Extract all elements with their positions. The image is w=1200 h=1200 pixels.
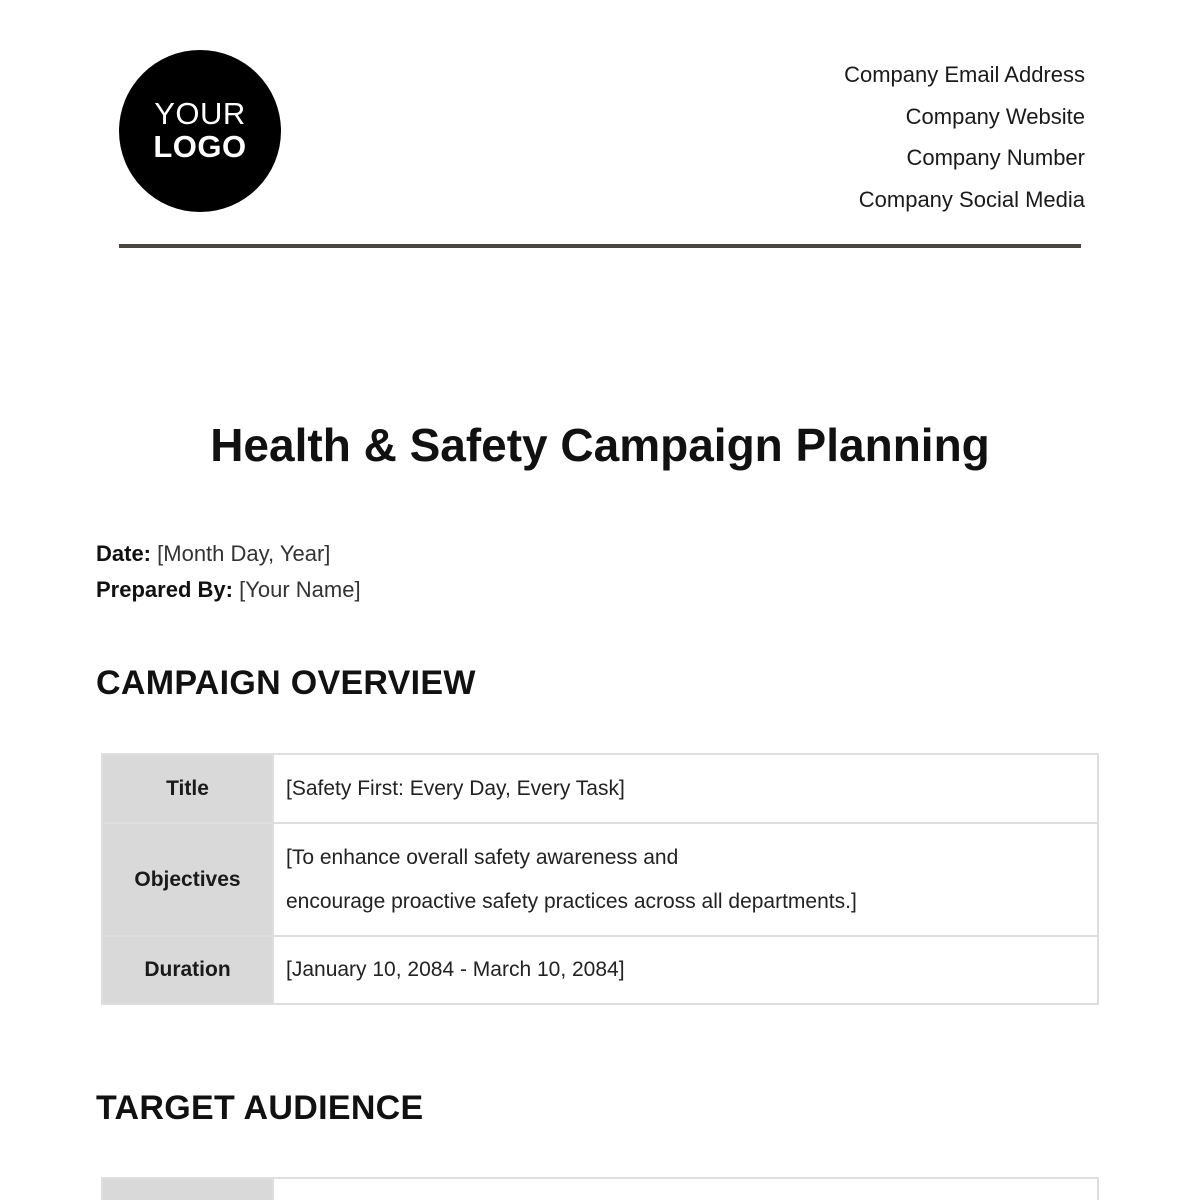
prepared-by-label: Prepared By: xyxy=(96,577,233,602)
row-key-objectives: Objectives xyxy=(102,823,273,936)
date-line xyxy=(96,536,361,572)
company-social-media: Company Social Media xyxy=(858,186,1085,212)
campaign-overview-table xyxy=(101,753,1099,1005)
table-row xyxy=(102,823,1098,936)
target-audience-table xyxy=(101,1177,1099,1200)
table-row xyxy=(102,936,1098,1004)
prepared-by-line xyxy=(96,572,361,608)
company-contact-block xyxy=(844,54,1085,220)
date-value: [Month Day, Year] xyxy=(157,541,331,566)
date-label: Date: xyxy=(96,541,152,566)
logo-text-line2: LOGO xyxy=(153,129,247,164)
document-title: Health & Safety Campaign Planning xyxy=(210,419,990,471)
prepared-by-value: [Your Name] xyxy=(239,577,361,602)
row-key-duration: Duration xyxy=(102,936,273,1004)
logo-text-line1: YOUR xyxy=(154,96,246,132)
row-value-duration: [January 10, 2084 - March 10, 2084] xyxy=(273,936,1098,1004)
target-audience-heading: TARGET AUDIENCE xyxy=(96,1089,424,1127)
company-logo xyxy=(119,50,281,212)
company-email: Company Email Address xyxy=(844,62,1085,87)
table-row xyxy=(102,754,1098,823)
row-key-title: Title xyxy=(102,754,273,823)
row-value-objectives xyxy=(273,823,1098,936)
document-meta xyxy=(96,536,361,608)
header-divider xyxy=(119,244,1081,248)
company-website: Company Website xyxy=(905,103,1085,129)
company-number: Company Number xyxy=(906,145,1085,170)
row-key-cell xyxy=(102,1178,273,1200)
table-row xyxy=(102,1178,1098,1200)
row-value-cell xyxy=(273,1178,1098,1200)
objectives-line-1: [To enhance overall safety awareness and xyxy=(286,845,679,869)
objectives-line-2: encourage proactive safety practices across all departments.] xyxy=(286,889,857,913)
row-value-title: [Safety First: Every Day, Every Task] xyxy=(273,754,1098,823)
campaign-overview-heading: CAMPAIGN OVERVIEW xyxy=(96,664,476,702)
